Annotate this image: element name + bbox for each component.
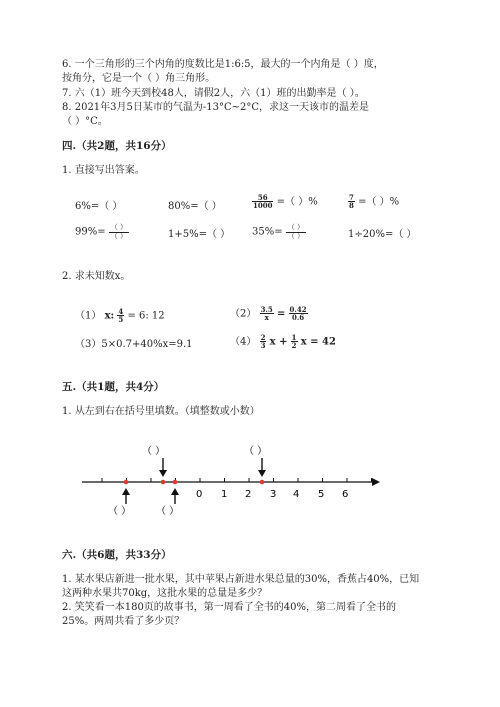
fraction-numerator: 2 bbox=[260, 333, 266, 342]
paren-below-1: （ ） bbox=[108, 506, 132, 517]
section-five-heading: 五.（共1题，共4分） bbox=[62, 381, 165, 393]
red-point-marker bbox=[260, 480, 265, 485]
tick-label: 5 bbox=[318, 489, 325, 500]
section-six-heading: 六.（共6题，共33分） bbox=[62, 549, 172, 561]
calc-r2c3 bbox=[252, 224, 306, 240]
fraction-numerator: 3.5 bbox=[260, 305, 273, 314]
equals-sign: = bbox=[276, 308, 286, 320]
fraction-numerator: 7 bbox=[349, 193, 354, 202]
paren-above-right: （ ） bbox=[244, 446, 268, 457]
calc-r1c3 bbox=[252, 194, 318, 210]
fraction-3.5-x bbox=[260, 306, 274, 322]
equation-2 bbox=[230, 306, 308, 322]
tick-marks bbox=[102, 478, 372, 482]
red-point-marker bbox=[124, 480, 129, 485]
equation-4 bbox=[230, 334, 336, 350]
fraction-56-1000 bbox=[252, 194, 273, 210]
equation-2-label: （2） bbox=[230, 308, 257, 320]
question-6-line-1: 6. 一个三角形的三个内角的度数比是1:6:5，最大的一个内角是（ ）度， bbox=[62, 59, 384, 70]
tick-label: 0 bbox=[196, 489, 203, 500]
equation-1-lhs: x: bbox=[104, 310, 115, 322]
fraction-numerator: 0.42 bbox=[289, 305, 307, 314]
blank-numerator: （ ） bbox=[110, 223, 128, 231]
fraction-denominator: 0.6 bbox=[291, 313, 305, 323]
calc-r2c2: 1+5%=（ ） bbox=[168, 229, 231, 240]
fraction-numerator: 1 bbox=[291, 333, 297, 342]
fraction-2-3 bbox=[260, 334, 267, 350]
fraction-0.42-0.6 bbox=[289, 306, 308, 322]
section-six-q2-line-2: 25%。两周共看了多少页？ bbox=[62, 616, 185, 627]
up-arrow-icon bbox=[171, 488, 179, 504]
calc-r1c2: 80%=（ ） bbox=[168, 201, 222, 212]
calc-r1c1: 6%=（ ） bbox=[75, 201, 123, 212]
question-8-line-1: 8. 2021年3月5日某市的气温为-13°C~2°C，求这一天该市的温差是 bbox=[62, 102, 370, 113]
calc-r2c1 bbox=[75, 224, 129, 240]
question-6-line-2: 按角分，它是一个（ ）角三角形。 bbox=[62, 73, 216, 84]
section-six-q1-line-1: 1. 某水果店新进一批水果，其中苹果占新进水果总量的30%，香蕉占40%，已知 bbox=[62, 574, 420, 585]
fraction-denominator: 3 bbox=[260, 341, 266, 351]
axis-arrow-icon bbox=[372, 478, 380, 486]
red-point-marker bbox=[161, 480, 166, 485]
equation-1 bbox=[75, 308, 165, 324]
section-six-q1-line-2: 这两种水果共70kg，这批水果的总量是多少？ bbox=[62, 588, 268, 599]
tick-label: 4 bbox=[293, 489, 300, 500]
tick-label: 3 bbox=[270, 489, 277, 500]
section-four-heading: 四.（共2题，共16分） bbox=[62, 140, 172, 152]
blank-fraction bbox=[109, 224, 129, 240]
tick-label: 1 bbox=[221, 489, 228, 500]
blank-fraction bbox=[286, 224, 306, 240]
blank-denominator: （ ） bbox=[110, 231, 128, 240]
section-four-q1-prompt: 1. 直接写出答案。 bbox=[62, 165, 145, 176]
calc-r1c4 bbox=[348, 194, 399, 210]
up-arrow-icon bbox=[122, 488, 130, 504]
equation-4-label: （4） bbox=[230, 336, 257, 348]
equation-1-rhs: = 6: 12 bbox=[127, 310, 165, 322]
fraction-denominator: 2 bbox=[291, 341, 297, 351]
question-8-line-2: （ ）°C。 bbox=[62, 116, 108, 127]
fraction-denominator: 5 bbox=[118, 315, 124, 325]
fraction-numerator: 4 bbox=[118, 307, 124, 316]
down-arrow-icon bbox=[159, 458, 167, 477]
equation-4-mid: x + bbox=[269, 336, 288, 348]
calc-r1c3-rest: =（ ）% bbox=[276, 196, 318, 208]
fraction-1-2 bbox=[291, 334, 298, 350]
red-point-marker bbox=[173, 480, 178, 485]
fraction-7-8 bbox=[348, 194, 355, 210]
section-five-q1-prompt: 1. 从左到右在括号里填数。（填整数或小数） bbox=[62, 406, 260, 417]
calc-r1c4-rest: =（ ）% bbox=[358, 196, 400, 208]
fraction-denominator: 1000 bbox=[253, 201, 273, 211]
calc-r2c3-lhs: 35%= bbox=[252, 226, 283, 238]
calc-r2c4: 1÷20%=（ ） bbox=[348, 229, 417, 240]
number-line-figure bbox=[0, 440, 500, 520]
blank-numerator: （ ） bbox=[287, 223, 305, 231]
fraction-numerator: 56 bbox=[252, 194, 273, 202]
paren-below-2: （ ） bbox=[156, 506, 180, 517]
fraction-denominator: x bbox=[264, 313, 269, 323]
equation-1-label: （1） bbox=[75, 310, 102, 322]
equation-3: （3）5×0.7+40%x=9.1 bbox=[75, 339, 193, 350]
paren-above-left: （ ） bbox=[142, 446, 166, 457]
section-six-q2-line-1: 2. 笑笑看一本180页的故事书，第一周看了全书的40%，第二周看了全书的 bbox=[62, 602, 397, 613]
blank-denominator: （ ） bbox=[287, 231, 305, 240]
section-four-q2-prompt: 2. 求未知数x。 bbox=[62, 271, 131, 282]
calc-r2c1-lhs: 99%= bbox=[75, 226, 106, 238]
tick-label: 6 bbox=[342, 489, 349, 500]
equation-4-rhs: x = 42 bbox=[300, 336, 336, 348]
down-arrow-icon bbox=[258, 458, 266, 477]
question-7: 7. 六（1）班今天到校48人，请假2人，六（1）班的出勤率是（ ）。 bbox=[62, 88, 365, 99]
fraction-denominator: 8 bbox=[349, 201, 354, 211]
fraction-4-5 bbox=[117, 308, 124, 324]
tick-label: 2 bbox=[245, 489, 252, 500]
